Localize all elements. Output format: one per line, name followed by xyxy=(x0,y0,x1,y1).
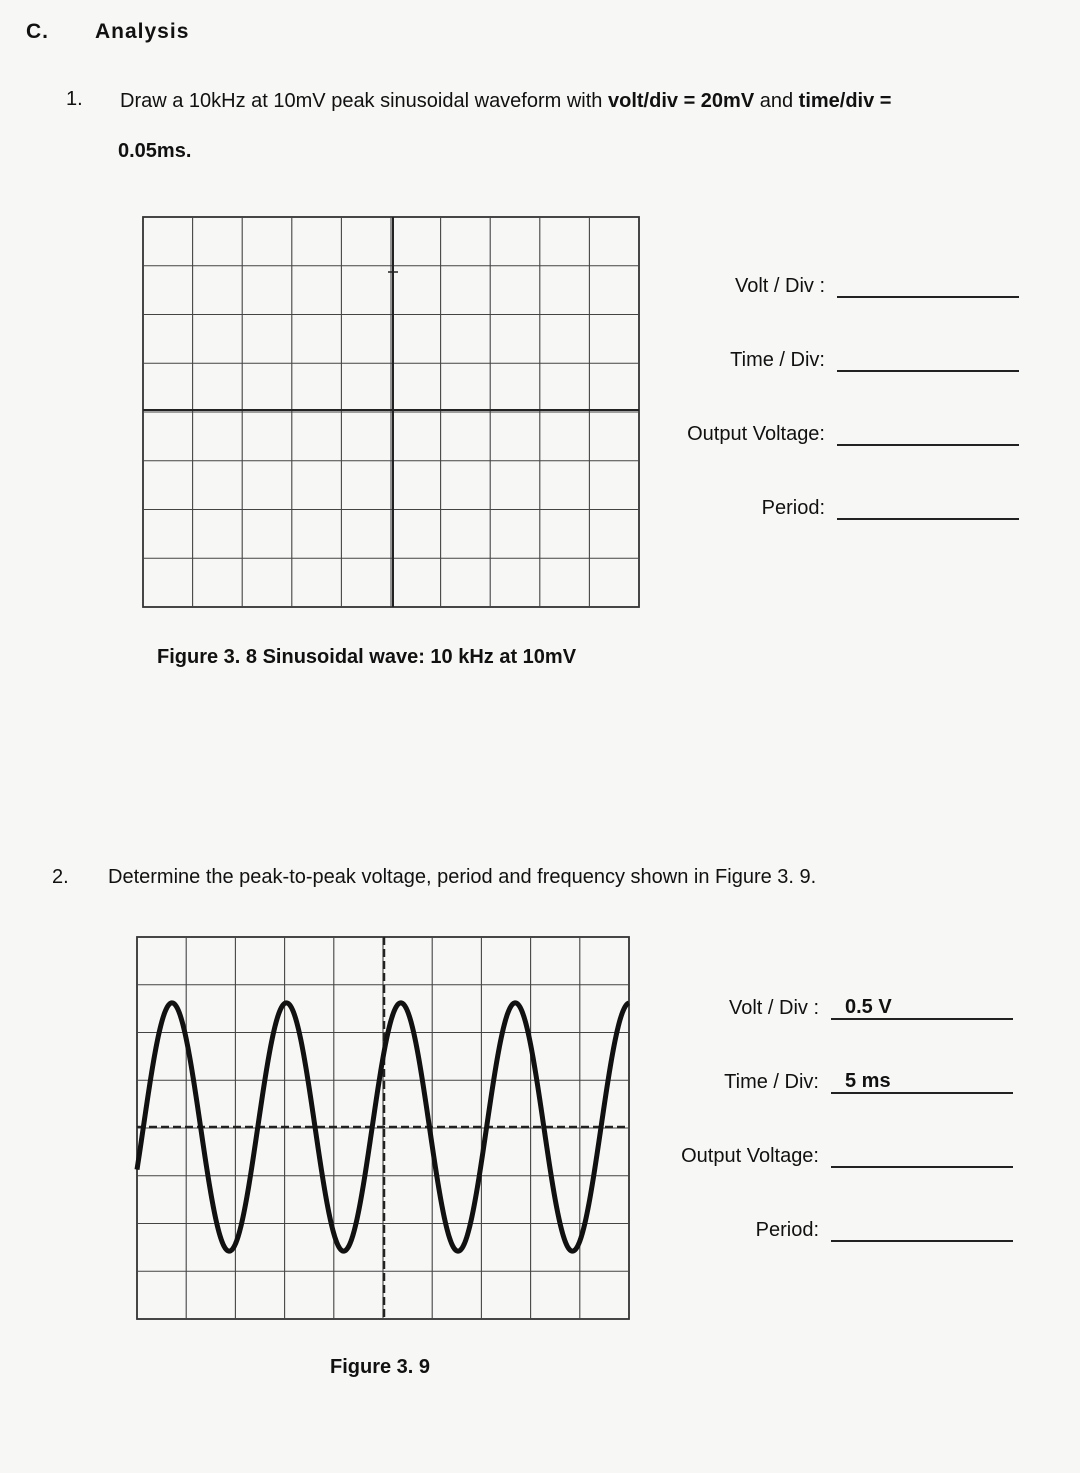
section-title: Analysis xyxy=(95,20,190,43)
q1-field-label: Time / Div: xyxy=(730,349,825,371)
q1-time-div-blank[interactable] xyxy=(837,346,1019,372)
q1-text-part-2: volt/div = 20mV xyxy=(608,90,755,112)
figure-3-8-caption: Figure 3. 8 Sinusoidal wave: 10 kHz at 10mV xyxy=(157,646,577,668)
q2-field-volt-div xyxy=(654,994,1013,1020)
q2-field-time-div xyxy=(654,1068,1013,1094)
q1-field-time-div xyxy=(660,346,1019,372)
q1-text-part-4: time/div = xyxy=(798,90,892,112)
question-1-text-line2: 0.05ms. xyxy=(118,140,192,162)
q2-time-div-answer[interactable]: 5 ms xyxy=(831,1068,1013,1094)
q1-output-voltage-blank[interactable] xyxy=(837,420,1019,446)
figure-3-9-caption: Figure 3. 9 xyxy=(330,1356,431,1378)
oscilloscope-grid-1 xyxy=(140,214,644,612)
q1-volt-div-blank[interactable] xyxy=(837,272,1019,298)
q2-field-label: Period: xyxy=(755,1219,819,1241)
q2-field-label: Output Voltage: xyxy=(681,1145,819,1167)
q2-field-period xyxy=(654,1216,1013,1242)
question-2-number: 2. xyxy=(52,866,69,888)
q1-field-label: Volt / Div : xyxy=(734,275,825,297)
question-1-number: 1. xyxy=(66,88,83,110)
q1-field-label: Period: xyxy=(761,497,825,519)
q1-field-output-voltage xyxy=(660,420,1019,446)
question-2-text: Determine the peak-to-peak voltage, period and frequency shown in Figure 3. 9. xyxy=(108,866,817,888)
q2-volt-div-answer[interactable]: 0.5 V xyxy=(831,994,1013,1020)
q1-field-period xyxy=(660,494,1019,520)
question-1-text xyxy=(120,90,891,113)
section-letter: C. xyxy=(26,20,49,43)
q2-field-label: Volt / Div : xyxy=(728,997,819,1019)
q1-text-part-3: and xyxy=(754,90,799,112)
q2-output-voltage-blank[interactable] xyxy=(831,1142,1013,1168)
q2-period-blank[interactable] xyxy=(831,1216,1013,1242)
q1-field-volt-div xyxy=(660,272,1019,298)
q2-field-output-voltage xyxy=(654,1142,1013,1168)
q1-period-blank[interactable] xyxy=(837,494,1019,520)
oscilloscope-grid-2 xyxy=(134,934,634,1324)
q1-text-part-1: Draw a 10kHz at 10mV peak sinusoidal waveform with xyxy=(120,90,608,112)
q1-field-label: Output Voltage: xyxy=(687,423,825,445)
q2-field-label: Time / Div: xyxy=(724,1071,819,1093)
